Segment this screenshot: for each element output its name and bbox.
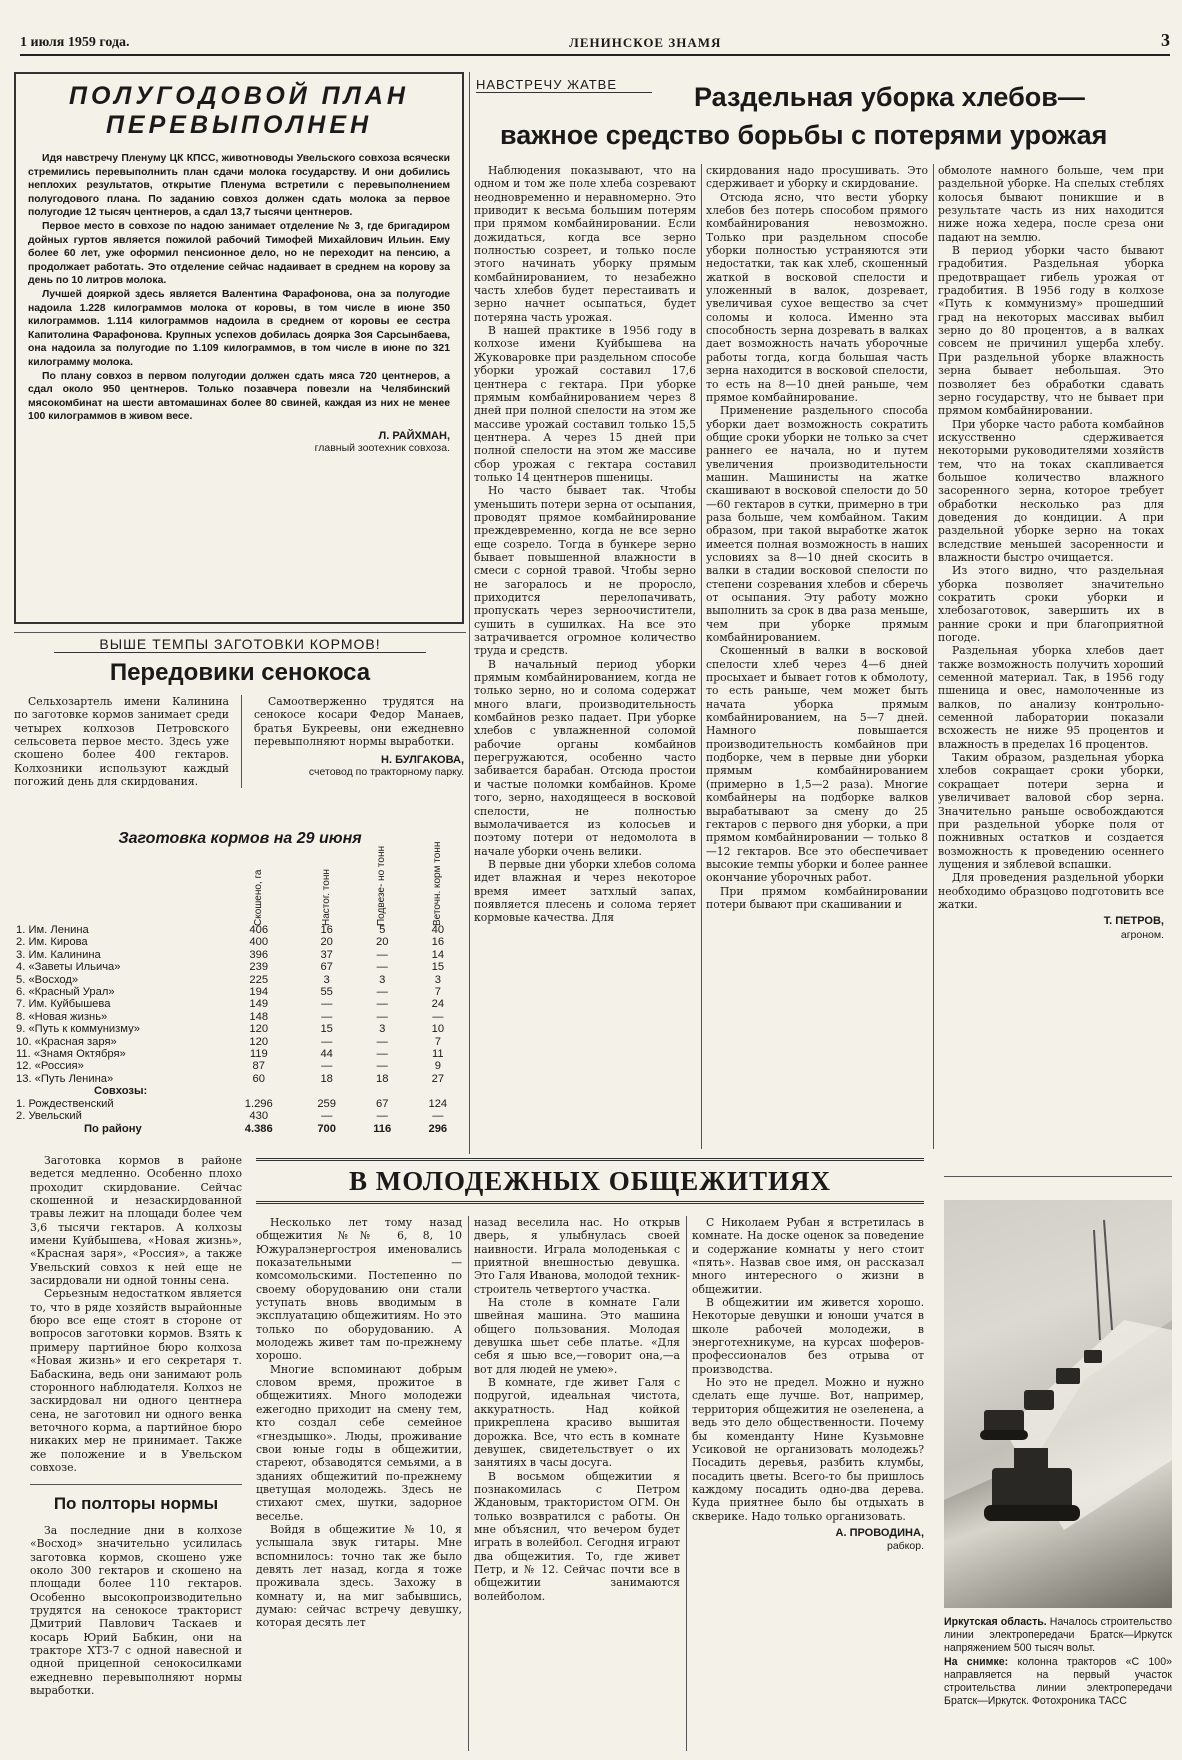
table-cell: 16 <box>320 924 333 936</box>
table-cell: 27 <box>431 1072 445 1085</box>
paragraph: Несколько лет тому назад общежития №№ 6, 8, 10 Южуралэнергостроя именовались показательными — комсомольскими. Постепенно по своему оборудованию они стали уступать вновь вводимым в эксплуатацию общежитиям. Но это только по оборудованию. А молодежь живет там по-прежнему хорошо. <box>256 1216 462 1363</box>
table-cell: 44 <box>320 1048 333 1061</box>
paragraph: Но часто бывает так. Чтобы уменьшить потери зерна от осыпания, проводят прямое комбайнирование преждевременно, когда не все зерно еще созрело. Тогда в бункере зерно бывает повышенной влажности в смеси с сорной травой. Чтобы зерно не загоралось и не проросло, приходится перелопачивать, пропускать через зерноочистители, сушить в сушилках. На все это затрачивается огромное количество труда и средств. <box>474 484 696 658</box>
article-title: По полторы нормы <box>53 1494 219 1513</box>
fodder-table-block <box>14 830 466 1152</box>
fodder-table <box>14 841 466 1135</box>
table-cell: 24 <box>431 998 445 1011</box>
table-cell: 37 <box>320 948 333 961</box>
paragraph: В период уборки часто бывают градобития. Раздельная уборка предотвращает гибель урожая от градобития. В 1956 году в колхозе «Путь к коммунизму» прошедший град на некоторых массивах выбил зерно до 80 процентов, а в валках совсем не причинил ущерба хлебу. При раздельной уборке влажность зерна бывает небольшая. Это позволяет без обработки сдавать зерно государству, что не бывает при прямом комбайнировании. <box>938 244 1164 418</box>
table-cell: 4.386 <box>244 1122 273 1135</box>
row-label: 5. «Восход» <box>16 973 79 986</box>
table-cell: 15 <box>320 1023 333 1036</box>
article-title: Передовики сенокоса <box>109 659 371 686</box>
table-cell: 400 <box>249 936 269 949</box>
table-cell: 87 <box>252 1060 265 1073</box>
table-row <box>14 1060 466 1072</box>
table-row <box>14 1023 466 1035</box>
author-position: главный зоотехник совхоза. <box>314 441 450 454</box>
author-position: агроном. <box>1120 928 1164 941</box>
paragraph: Первое место в совхозе по надою занимает отделение № 3, где бригадиром дойных гуртов является пожилой рабочий Тимофей Михайлович Ильин. Ему более 60 лет, уже оформил пенсионное дело, но не переходит на пенсию, а продолжает работать. Это отделение сейчас надаивает в среднем на корову за день по 10 литров молока. <box>28 220 450 287</box>
caption-text: Началось строительство линии электропередачи Братск—Иркутск напряжением 500 тысяч вольт. <box>944 1616 1172 1655</box>
table-cell: 116 <box>373 1122 392 1135</box>
table-cell: 11 <box>432 1048 444 1061</box>
paragraph: В восьмом общежитии я познакомилась с Петром Ждановым, трактористом ОГМ. Он только возвратился с работы. Он мне объяснил, что вечером будет играть в волейбол. Сегодня играют два общежития. То, где живет Петр, и № 12. Сейчас почти все в общежитии занимаются волейболом. <box>474 1469 680 1603</box>
issue-date: 1 июля 1959 года. <box>20 35 130 50</box>
page-header <box>20 30 1170 56</box>
table-cell: — <box>321 1110 333 1123</box>
table-cell: 149 <box>249 998 269 1011</box>
column-rule <box>468 1216 469 1751</box>
author-name: Т. ПЕТРОВ, <box>1103 915 1164 928</box>
article-body: За последние дни в колхозе «Восход» значительно усилилась заготовка кормов, скошено уже около 300 гектаров и скошено на площади более 110 гектаров. Особенно высокопроизводительно трудятся на сенокосе тракторист Дмитрий Павлович Таскаев и косарь Юрий Бабкин, они на тракторе ХТЗ-7 с одной навесной и одной прицепной сенокосилками ежедневно перевыполняют нормы выработки. <box>30 1524 242 1698</box>
column-rule <box>686 1216 687 1751</box>
table-cell: — <box>376 1010 388 1023</box>
article-title-band <box>256 1158 924 1204</box>
table-cell: — <box>376 1060 388 1073</box>
article-title-line2: важное средство борьбы с потерями урожая <box>500 120 1108 150</box>
table-cell: 7 <box>434 1035 441 1048</box>
article-column-3 <box>938 164 1164 1154</box>
article-one-and-half-norms <box>30 1484 242 1754</box>
table-cell: 5 <box>379 924 386 936</box>
table-cell: 396 <box>249 948 269 961</box>
table-cell: 296 <box>428 1122 448 1135</box>
caption-bold: Иркутская область. <box>944 1616 1047 1628</box>
page-number: 3 <box>1160 30 1170 50</box>
paragraph: Многие вспоминают добрым словом время, прожитое в общежитиях. Много молодежи ежегодно приходит на смену тем, кто создал себе семейное «гнездышко». Люды, проживание свои юные годы в общежитии, стареют, обзаводятся семьями, а в зданиях общежитий по-прежнему цветущая молодежь. Здесь не стихают смех, шутки, задорное веселье. <box>256 1362 462 1523</box>
paragraph: Отсюда ясно, что вести уборку хлебов без потерь способом прямого комбайнирования невозможно. Только при раздельном способе уборки полностью устраняются эти недостатки, так как хлеб, скошенный жаткой в восковой спелости и уложенный в валок, дозревает, увеличивая сухое вещество за счет соломы и колоса. Именно эта способность зерна дозревать в валках дает возможность начать уборочные работы тогда, когда большая часть зерна находится в восковой спелости, то есть на 8—10 дней раньше, чем прямое комбайнирование. <box>706 190 928 404</box>
paragraph: При уборке часто работа комбайнов искусственно сдерживается некоторыми руководителями хозяйств тем, что на токах скапливается большое количество влажного засоренного зерна, которое требует обработки несколько раз для доведения до кондиции. А при раздельной уборке зерно на токах вследствие меньшей засоренности и влажности быстро очищается. <box>938 417 1164 564</box>
table-cell: 10 <box>431 1023 445 1036</box>
article-separate-harvest <box>474 72 1170 1154</box>
table-cell: 40 <box>431 924 445 936</box>
table-cell: — <box>432 1010 444 1023</box>
table-cell: 120 <box>249 1035 269 1048</box>
row-label: 6. «Красный Урал» <box>16 986 115 999</box>
table-row <box>14 974 466 986</box>
table-row <box>14 1073 466 1085</box>
paragraph: назад веселила нас. Но открыв дверь, я улыбнулась своей наивности. Играла молоденькая с приятной внешностью девушка. Это Галя Иванова, молодой техник-строитель четвертого участка. <box>474 1216 680 1296</box>
tractor-photo-drawing <box>944 1200 1172 1608</box>
table-cell: 20 <box>376 936 389 949</box>
column-header: Настог. тонн <box>320 868 332 926</box>
newspaper-name: ЛЕНИНСКОЕ ЗНАМЯ <box>569 35 722 50</box>
row-label: 1. Им. Ленина <box>16 924 89 936</box>
row-label: 2. Увельский <box>16 1110 82 1123</box>
caption-bold: На снимке: <box>944 1655 1009 1668</box>
column-rule <box>933 164 934 1149</box>
row-label: 8. «Новая жизнь» <box>16 1010 108 1023</box>
table-cell: 700 <box>317 1122 336 1135</box>
table-row <box>14 1048 466 1060</box>
table-cell: 16 <box>431 936 445 949</box>
article-column-1: Сельхозартель имени Калинина по заготовке кормов занимает среди четырех колхозов Петровского сельсовета первое место. Здесь уже скошено более 400 гектаров. Колхозники используют каждый погожий день для скирдования. <box>14 695 229 789</box>
table-cell: 9 <box>434 1060 441 1073</box>
author-name: Л. РАЙХМАН, <box>378 429 450 442</box>
table-row <box>14 936 466 948</box>
table-cell: 18 <box>320 1072 333 1085</box>
table-row <box>14 986 466 998</box>
column-header: Подвезе- но тонн <box>376 845 388 926</box>
table-cell: 18 <box>376 1072 389 1085</box>
table-cell: — <box>321 998 333 1011</box>
row-label: 11. «Знамя Октября» <box>16 1048 126 1061</box>
table-cell: 67 <box>320 961 333 974</box>
paragraph: Войдя в общежитие № 10, я услышала звук гитары. Мне вспомнилось: точно так же было девять лет назад, когда я тоже проживала здесь. Захожу в комнату и, на миг забывшись, думаю: сейчас встречу девушку, которая десять лет <box>256 1522 462 1630</box>
section-rule <box>14 632 466 633</box>
author-position: рабкор. <box>886 1540 924 1553</box>
table-cell: 67 <box>376 1097 389 1110</box>
row-label: 13. «Путь Ленина» <box>16 1072 114 1085</box>
table-cell: 3 <box>434 973 441 986</box>
section-kicker: ВЫШЕ ТЕМПЫ ЗАГОТОВКИ КОРМОВ! <box>54 636 426 653</box>
paragraph: Для проведения раздельной уборки необходимо образцово подготовить все жатки. <box>938 871 1164 911</box>
paragraph: Идя навстречу Пленуму ЦК КПСС, животноводы Увельского совхоза всячески стремились перевыполнить план сдачи молока государству. И они добились неплохих результатов, открытие Пленума встретили с перевыполнением полугодового плана. По заданию совхоз должен сдать молока за первое полугодие 12 тысяч центнеров, а сдал 13,7 тысячи центнеров. <box>28 153 450 219</box>
table-cell: 406 <box>249 924 269 936</box>
row-label: 2. Им. Кирова <box>16 936 88 949</box>
table-row <box>14 1036 466 1048</box>
article-haymaking-leaders <box>14 636 466 826</box>
table-row <box>14 1011 466 1023</box>
table-cell: 55 <box>320 986 333 999</box>
paragraph: Заготовка кормов в районе ведется медленно. Особенно плохо проходит скирдование. Сейчас скошенной и незаскирдованной травы лежит на площади более чем 3,6 тысячи гектаров. А колхозы имени Куйбышева, «Новая жизнь», «Красная заря», «Россия», а также Увельский совхоз к ней еще не засирдовали ни одной тонны сена. <box>30 1154 242 1288</box>
column-header: Веточн. корм тонн <box>431 841 443 926</box>
table-cell: 148 <box>249 1010 269 1023</box>
table-cell: — <box>321 1060 333 1073</box>
paragraph: В первые дни уборки хлебов солома идет влажная и через некоторое время имеет затхлый запах, появляется плесень и солома теряет кормовые качества. Для <box>474 857 696 925</box>
table-header-row <box>14 850 466 924</box>
table-cell: — <box>376 961 388 974</box>
caption-text: колонна тракторов «С 100» направляется на первый участок строительства линии электропередачи Братск—Иркутск. Фотохроника ТАСС <box>944 1655 1172 1708</box>
table-cell: 20 <box>320 936 333 949</box>
table-cell: — <box>321 1010 333 1023</box>
paragraph: Лучшей дояркой здесь является Валентина Фарафонова, она за полугодие надоила 1.228 килограммов молока от коровы, в том числе в июне 350 килограммов. 1.114 килограммов надоила в среднем от коровы ее сестра Капитолина Фарафонова. Крупных успехов добилась доярка Зоя Сарсынбаева, она надоила за полугодие по 1.109 килограммов, в том числе в июне по 321 килограмму молока. <box>28 288 450 368</box>
article-column-3 <box>692 1216 924 1756</box>
row-label: По району <box>84 1122 142 1135</box>
table-row <box>14 998 466 1010</box>
column-rule <box>701 164 702 1149</box>
table-cell: 124 <box>428 1097 448 1110</box>
paragraph: Наблюдения показывают, что на одном и том же поле хлеба созревают неодновременно и неравномерно. Это приводит к весьма большим потерям при прямом комбайнировании. Если дожидаться, когда все зерно полностью созреет, и только после этого начинать уборку прямым комбайнированием, то незабежно часть хлебов будет перестаивать и зерно начнет осыпаться, будет потеряна часть урожая. <box>474 164 696 324</box>
article-body <box>28 152 450 424</box>
table-cell: — <box>432 1110 444 1123</box>
paragraph: В начальный период уборки прямым комбайнированием, когда не только зерно, но и солома содержат много влаги, производительность комбайнов резко падает. При уборке хлебов с увлажненной соломой рабочие органы комбайнов перегружаются, особенно часто забивается барабан. Отсюда простои и частые поломки комбайнов. Кроме того, зерно, находящееся в восковой спелости, не полностью вымолачивается из колосьев и поэтому потери от недомолота в начале уборки очень велики. <box>474 657 696 858</box>
paragraph: В общежитии им живется хорошо. Некоторые девушки и юноши учатся в школе рабочей молодежи, в энерготехникуме, на курсах шоферов-профессионалов без отрыва от производства. <box>692 1296 924 1376</box>
author-name: А. ПРОВОДИНА, <box>835 1526 924 1539</box>
photo-block <box>944 1200 1172 1756</box>
table-cell: — <box>376 948 388 961</box>
paragraph: При прямом комбайнировании потери бывают при скашивании и <box>706 884 928 911</box>
rule <box>30 1484 242 1485</box>
article-fodder-commentary <box>30 1154 242 1479</box>
article-plan-overfulfilled <box>14 72 464 624</box>
paragraph: По плану совхоз в первом полугодии должен сдать мяса 720 центнеров, а сдал около 950 центнеров. Только позавчера повезли на Челябинский мясокомбинат на шести автомашинах более 80 свиней, каждая из них не менее 100 килограммов в живом весе. <box>28 370 450 423</box>
paragraph: На столе в комнате Гали швейная машина. Это машина общего пользования. Молодая девушка шьет себе платье. «Для себя я шью все,—говорит она,—а вот для людей не умею». <box>474 1296 680 1376</box>
article-column-2: Самоотверженно трудятся на сенокосе косари Федор Манаев, братья Букреевы, они ежедневно перевыполняют нормы выработки. <box>254 695 464 749</box>
article-column-1 <box>256 1216 462 1756</box>
author-position: счетовод по тракторному парку. <box>308 766 464 779</box>
table-cell: 430 <box>249 1110 269 1123</box>
row-label: 10. «Красная заря» <box>16 1035 117 1048</box>
table-cell: — <box>376 986 388 999</box>
article-column-2 <box>706 164 928 1154</box>
table-subheading: Совхозы: <box>94 1085 148 1098</box>
table-cell: 259 <box>317 1097 336 1110</box>
tractor-column-photo <box>944 1200 1172 1608</box>
table-row <box>14 1110 466 1122</box>
photo-caption <box>944 1616 1172 1708</box>
table-cell: — <box>376 998 388 1011</box>
table-cell: 3 <box>379 1023 386 1036</box>
table-subheading-row <box>14 1085 466 1097</box>
article-column-2 <box>474 1216 680 1756</box>
article-title-line1: ПОЛУГОДОВОЙ ПЛАН <box>69 82 409 110</box>
paragraph: В комнате, где живет Галя с подругой, идеальная чистота, аккуратность. Над койкой прикреплена красиво вышитая дорожка. Все, что есть в комнате девушек, свидетельствует о их занятиях в часы досуга. <box>474 1376 680 1470</box>
table-cell: 194 <box>249 986 269 999</box>
row-label: 3. Им. Калинина <box>16 948 101 961</box>
table-row <box>14 1123 466 1135</box>
author-name: Н. БУЛГАКОВА, <box>381 754 464 767</box>
table-cell: 60 <box>252 1072 265 1085</box>
section-kicker: НАВСТРЕЧУ ЖАТВЕ <box>476 77 652 93</box>
row-label: 7. Им. Куйбышева <box>16 998 111 1011</box>
paragraph: Скошенный в валки в восковой спелости хлеб через 4—6 дней просыхает и бывает готов к обмолоту, то есть раньше, чем может быть начата уборка прямым комбайнированием, на 5—7 дней. Намного повышается производительность комбайнов при подборке, чем в первые дни уборки прямым комбайнированием (примерно в 1,5—2 раза). Многие комбайнеры на подборке валков вырабатывают за смену до 25 гектаров с первого дня уборки, а при прямом комбайнировании — только 8—12 гектаров. Все это обеспечивает высокие темпы уборки и более раннее окончание уборочных работ. <box>706 644 928 885</box>
table-cell: 120 <box>249 1023 269 1036</box>
table-cell: 119 <box>249 1048 268 1061</box>
table-cell: 3 <box>379 973 386 986</box>
paragraph: Таким образом, раздельная уборка хлебов сокращает сроки уборки, сокращает потери зерна и увеличивает валовой сбор зерна. Значительно раньше освобождаются при раздельной уборке поля от пожнивных остатков и создается возможность к проведению осеннего лущения и зяблевой вспашки. <box>938 751 1164 871</box>
row-label: 4. «Заветы Ильича» <box>16 961 121 974</box>
table-cell: 15 <box>431 961 445 974</box>
table-cell: — <box>321 1035 333 1048</box>
paragraph: В нашей практике в 1956 году в колхозе имени Куйбышева на Жуковаровке при раздельном способе уборки урожай составил 17,6 центнера с гектара. При уборке прямым комбайнированием через 8 дней при полной спелости на этом же массиве урожай составил только 15,5 центнера. А через 15 дней при полной спелости на этом же массиве сбор урожая с гектара составил только 14 центнеров пшеницы. <box>474 324 696 484</box>
row-label: 12. «Россия» <box>16 1060 84 1073</box>
column-header: Скошено, га <box>252 869 264 926</box>
article-youth-dormitories <box>250 1158 930 1756</box>
table-row <box>14 949 466 961</box>
article-title-line1: Раздельная уборка хлебов— <box>694 82 1085 112</box>
table-cell: 239 <box>249 961 269 974</box>
paragraph: С Николаем Рубан я встретилась в комнате. На доске оценок за поведение и содержание комнаты у него стоит «пять». Назвав свое имя, он рассказал много интересного о жизни в общежитии. <box>692 1216 924 1296</box>
article-title-line2: ПЕРЕВЫПОЛНЕН <box>105 111 373 139</box>
paragraph: Серьезным недостатком является то, что в ряде хозяйств вырайонные бюро все еще стоят в стороне от вопросов заготовки кормов. Взять к примеру партийное бюро колхоза «Новая жизнь» и его секретаря т. Бабаскина, ведь они занимают роль сторонного наблюдателя. Колхоз не заскирдовал ни одного центнера сена, не заготовил ни одного венка веточного корма, а партийное бюро никаких мер не принимает. Также же положение и в Увельском совхозе. <box>30 1287 242 1474</box>
paragraph: Но это не предел. Можно и нужно сделать еще лучше. Вот, например, территория общежития не озеленена, а ведь это дело общественности. Почему бы коменданту Нине Кузьмовне Усиковой не организовать молодежь? Посадить деревья, разбить клумбы, посадить цветы. Всего-то бы пришлось каждому посадить одно-два дерева. Куда приятнее было бы отдыхать в скверике. Надо только организовать. <box>692 1376 924 1523</box>
row-label: 9. «Путь к коммунизму» <box>16 1023 141 1036</box>
table-cell: 1.296 <box>244 1097 273 1110</box>
table-row <box>14 1098 466 1110</box>
table-cell: 14 <box>431 948 445 961</box>
table-cell: — <box>376 1048 388 1061</box>
paragraph: Из этого видно, что раздельная уборка позволяет значительно сократить сроки уборки и хлебозаготовок, завершить их в ранние сроки и при благоприятной погоде. <box>938 564 1164 645</box>
table-row <box>14 961 466 973</box>
table-row <box>14 924 466 936</box>
article-column-1 <box>474 164 696 1154</box>
paragraph: скирдования надо просушивать. Это сдерживает и уборку и скирдование. <box>706 164 928 191</box>
article-title: В МОЛОДЕЖНЫХ ОБЩЕЖИТИЯХ <box>349 1165 831 1196</box>
table-cell: — <box>376 1110 388 1123</box>
paragraph: Применение раздельного способа уборки дает возможность сократить общие сроки уборки не только за счет раннего ее начала, но и путем увеличения производительности машин. Машинисты на жатке скашивают в восковой спелости до 50—60 гектаров в сутки, примерно в три раза больше, чем комбайном. Таким образом, при такой выработке жаток имеется полная возможность в наших условиях за 8—10 дней скосить в валки в стадии восковой спелости по степени созревания хлебов и сберечь от осыпания. Эту работу можно выполнить за срок в два раза меньше, чем при уборке прямым комбайнированием. <box>706 404 928 645</box>
table-cell: 7 <box>434 986 441 999</box>
paragraph: обмолоте намного больше, чем при раздельной уборке. На спелых стеблях колосья бывают поникшие и в результате часть из них находится ниже ножа хедера, после среза они падают на землю. <box>938 164 1164 244</box>
section-rule <box>469 72 470 1154</box>
row-label: 1. Рождественский <box>16 1097 114 1110</box>
table-cell: 3 <box>323 973 330 986</box>
table-cell: 225 <box>249 973 269 986</box>
table-cell: — <box>376 1035 388 1048</box>
table-title: Заготовка кормов на 29 июня <box>118 830 362 847</box>
section-rule <box>944 1176 1172 1177</box>
paragraph: Раздельная уборка хлебов дает также возможность получить хороший семенной материал. Так, в 1956 году пшеница и овес, намолоченные из валков, по анализу контрольно-семенной лаборатории показали всхожесть не ниже 95 процентов и влажность в пределах 16 процентов. <box>938 644 1164 751</box>
